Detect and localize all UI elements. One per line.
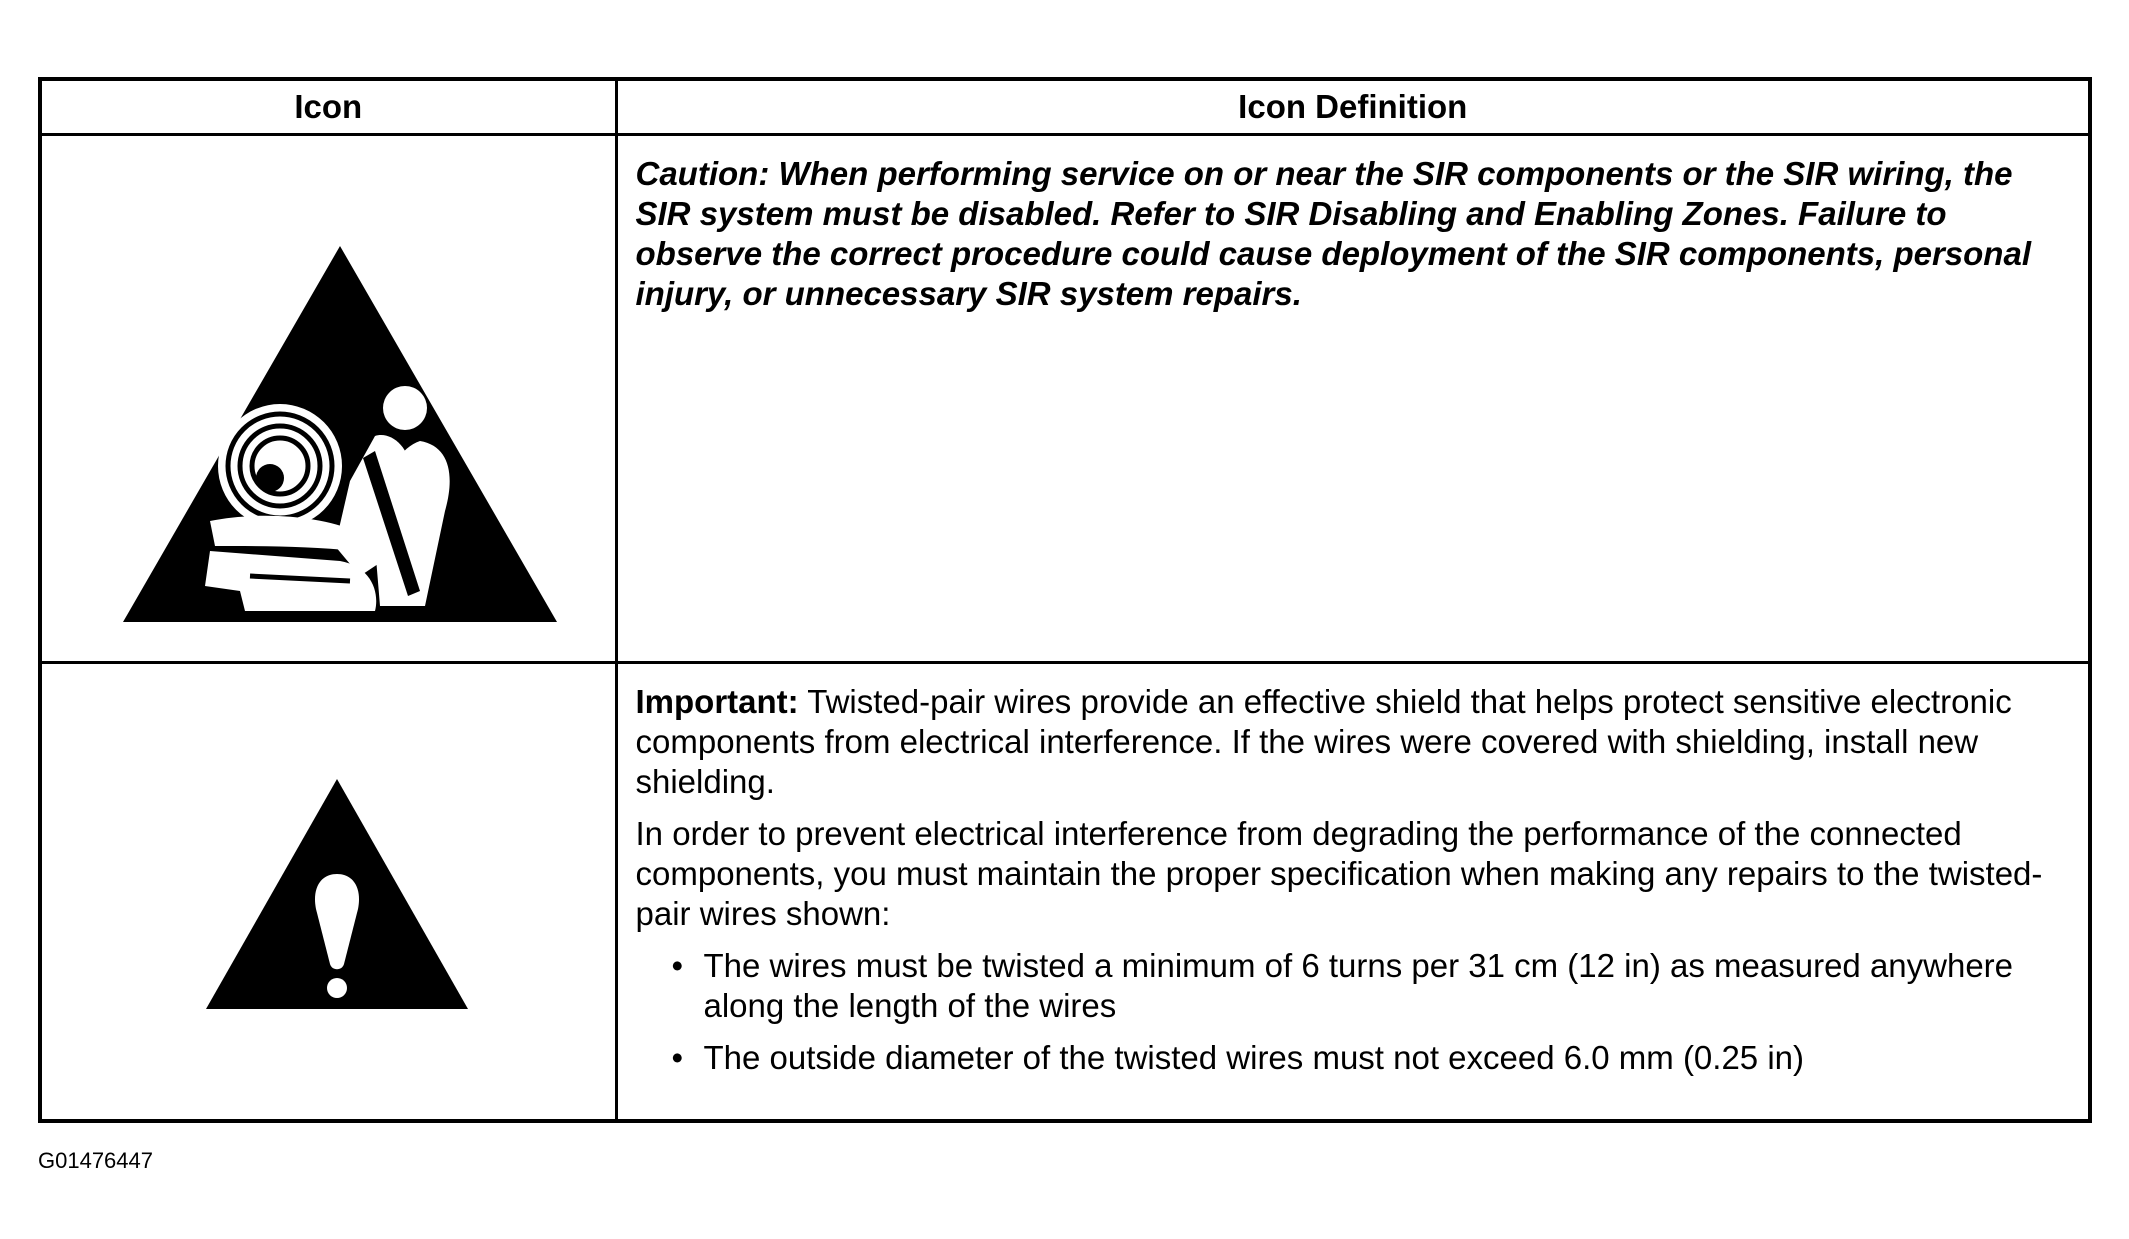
definition-cell-caution <box>616 135 2090 663</box>
important-paragraph <box>636 682 2069 802</box>
list-item <box>672 1038 2069 1078</box>
icon-cell-sir <box>40 135 616 663</box>
bullet-icon: • <box>671 1039 684 1076</box>
table-header-row <box>40 79 2090 135</box>
header-icon-definition: Icon Definition <box>616 79 2090 135</box>
important-text: Twisted-pair wires provide an effective shield that helps protect sensitive electronic components from electrical interference. If the wires were covered with shielding, install new shielding. <box>635 683 2012 800</box>
bullet-icon: • <box>671 947 684 984</box>
definition-cell-important <box>616 663 2090 1122</box>
exclamation-warning-triangle-icon <box>202 779 472 1014</box>
table-row-important <box>40 663 2090 1122</box>
twisted-pair-paragraph: In order to prevent electrical interference from degrading the performance of the connected components, you must maintain the proper specification when making any repairs to the twisted-pair wires shown: <box>635 815 2043 932</box>
figure-id: G01476447 <box>38 1148 153 1173</box>
table-row-caution <box>40 135 2090 663</box>
bullet-text: The outside diameter of the twisted wires must not exceed 6.0 mm (0.25 in) <box>703 1039 1805 1076</box>
icon-definition-table <box>38 77 2092 1123</box>
list-item <box>672 946 2069 1026</box>
sir-airbag-warning-triangle-icon <box>120 246 560 636</box>
icon-cell-important <box>40 663 616 1122</box>
spec-bullet-list <box>636 946 2069 1078</box>
header-icon: Icon <box>40 79 616 135</box>
caution-text: Caution: When performing service on or near the SIR components or the SIR wiring, the SIR system must be disabled. Refer to SIR Disabling and Enabling Zones. Failure to observe the correct procedure could cause deployment of the SIR components, personal injury, or unnecessary SIR system repairs. <box>635 155 2031 312</box>
bullet-text: The wires must be twisted a minimum of 6 turns per 31 cm (12 in) as measured anywhere along the length of the wires <box>703 947 2014 1024</box>
important-label: Important: <box>635 683 799 720</box>
